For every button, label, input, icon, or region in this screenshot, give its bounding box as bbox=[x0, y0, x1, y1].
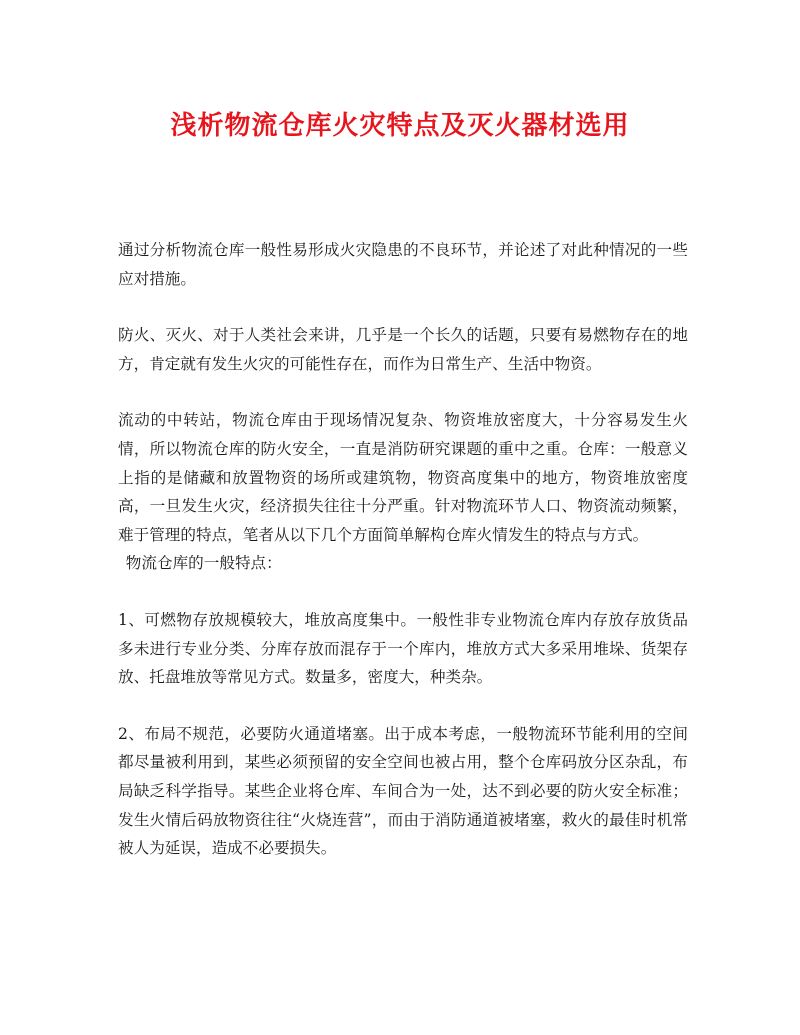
paragraph-intro: 防火、灭火、对于人类社会来讲，几乎是一个长久的话题，只要有易燃物存在的地方，肯定就有发生火灾的可能性存在，而作为日常生产、生活中物资。 bbox=[118, 326, 688, 373]
paragraph-gap bbox=[118, 578, 688, 606]
paragraph-gap bbox=[118, 378, 688, 406]
paragraph-warehouse-definition: 流动的中转站，物流仓库由于现场情况复杂、物资堆放密度大，十分容易发生火情，所以物流仓库的防火安全，一直是消防研究课题的重中之重。仓库：一般意义上指的是储藏和放置物资的场所或建筑物，物资高度集中的地方，物资堆放密度高，一旦发生火灾，经济损失往往十分严重。针对物流环节人口、物资流动频繁，难于管理的特点，笔者从以下几个方面简单解构仓库火情发生的特点与方式。 bbox=[118, 411, 688, 544]
document-body bbox=[118, 236, 688, 863]
section-heading-general-features: 物流仓库的一般特点： bbox=[125, 554, 282, 573]
paragraph-gap bbox=[118, 692, 688, 720]
document-title: 浅析物流仓库火灾特点及灭火器材选用 bbox=[170, 111, 630, 141]
paragraph-gap bbox=[118, 293, 688, 321]
paragraph-feature-1: 1、可燃物存放规模较大，堆放高度集中。一般性非专业物流仓库内存放存放货品多未进行专业分类、分库存放而混存于一个库内，堆放方式大多采用堆垛、货架存放、托盘堆放等常见方式。数量多，密度大，种类杂。 bbox=[118, 610, 688, 687]
paragraph-abstract: 通过分析物流仓库一般性易形成火灾隐患的不良环节，并论述了对此种情况的一些应对措施。 bbox=[118, 241, 688, 288]
paragraph-feature-2: 2、布局不规范，必要防火通道堵塞。出于成本考虑，一般物流环节能利用的空间都尽量被利用到，某些必须预留的安全空间也被占用，整个仓库码放分区杂乱，布局缺乏科学指导。某些企业将仓库、车间合为一处，达不到必要的防火安全标准；发生火情后码放物资往往“火烧连营”，而由于消防通道被堵塞，救火的最佳时机常被人为延误，造成不必要损失。 bbox=[118, 724, 688, 858]
